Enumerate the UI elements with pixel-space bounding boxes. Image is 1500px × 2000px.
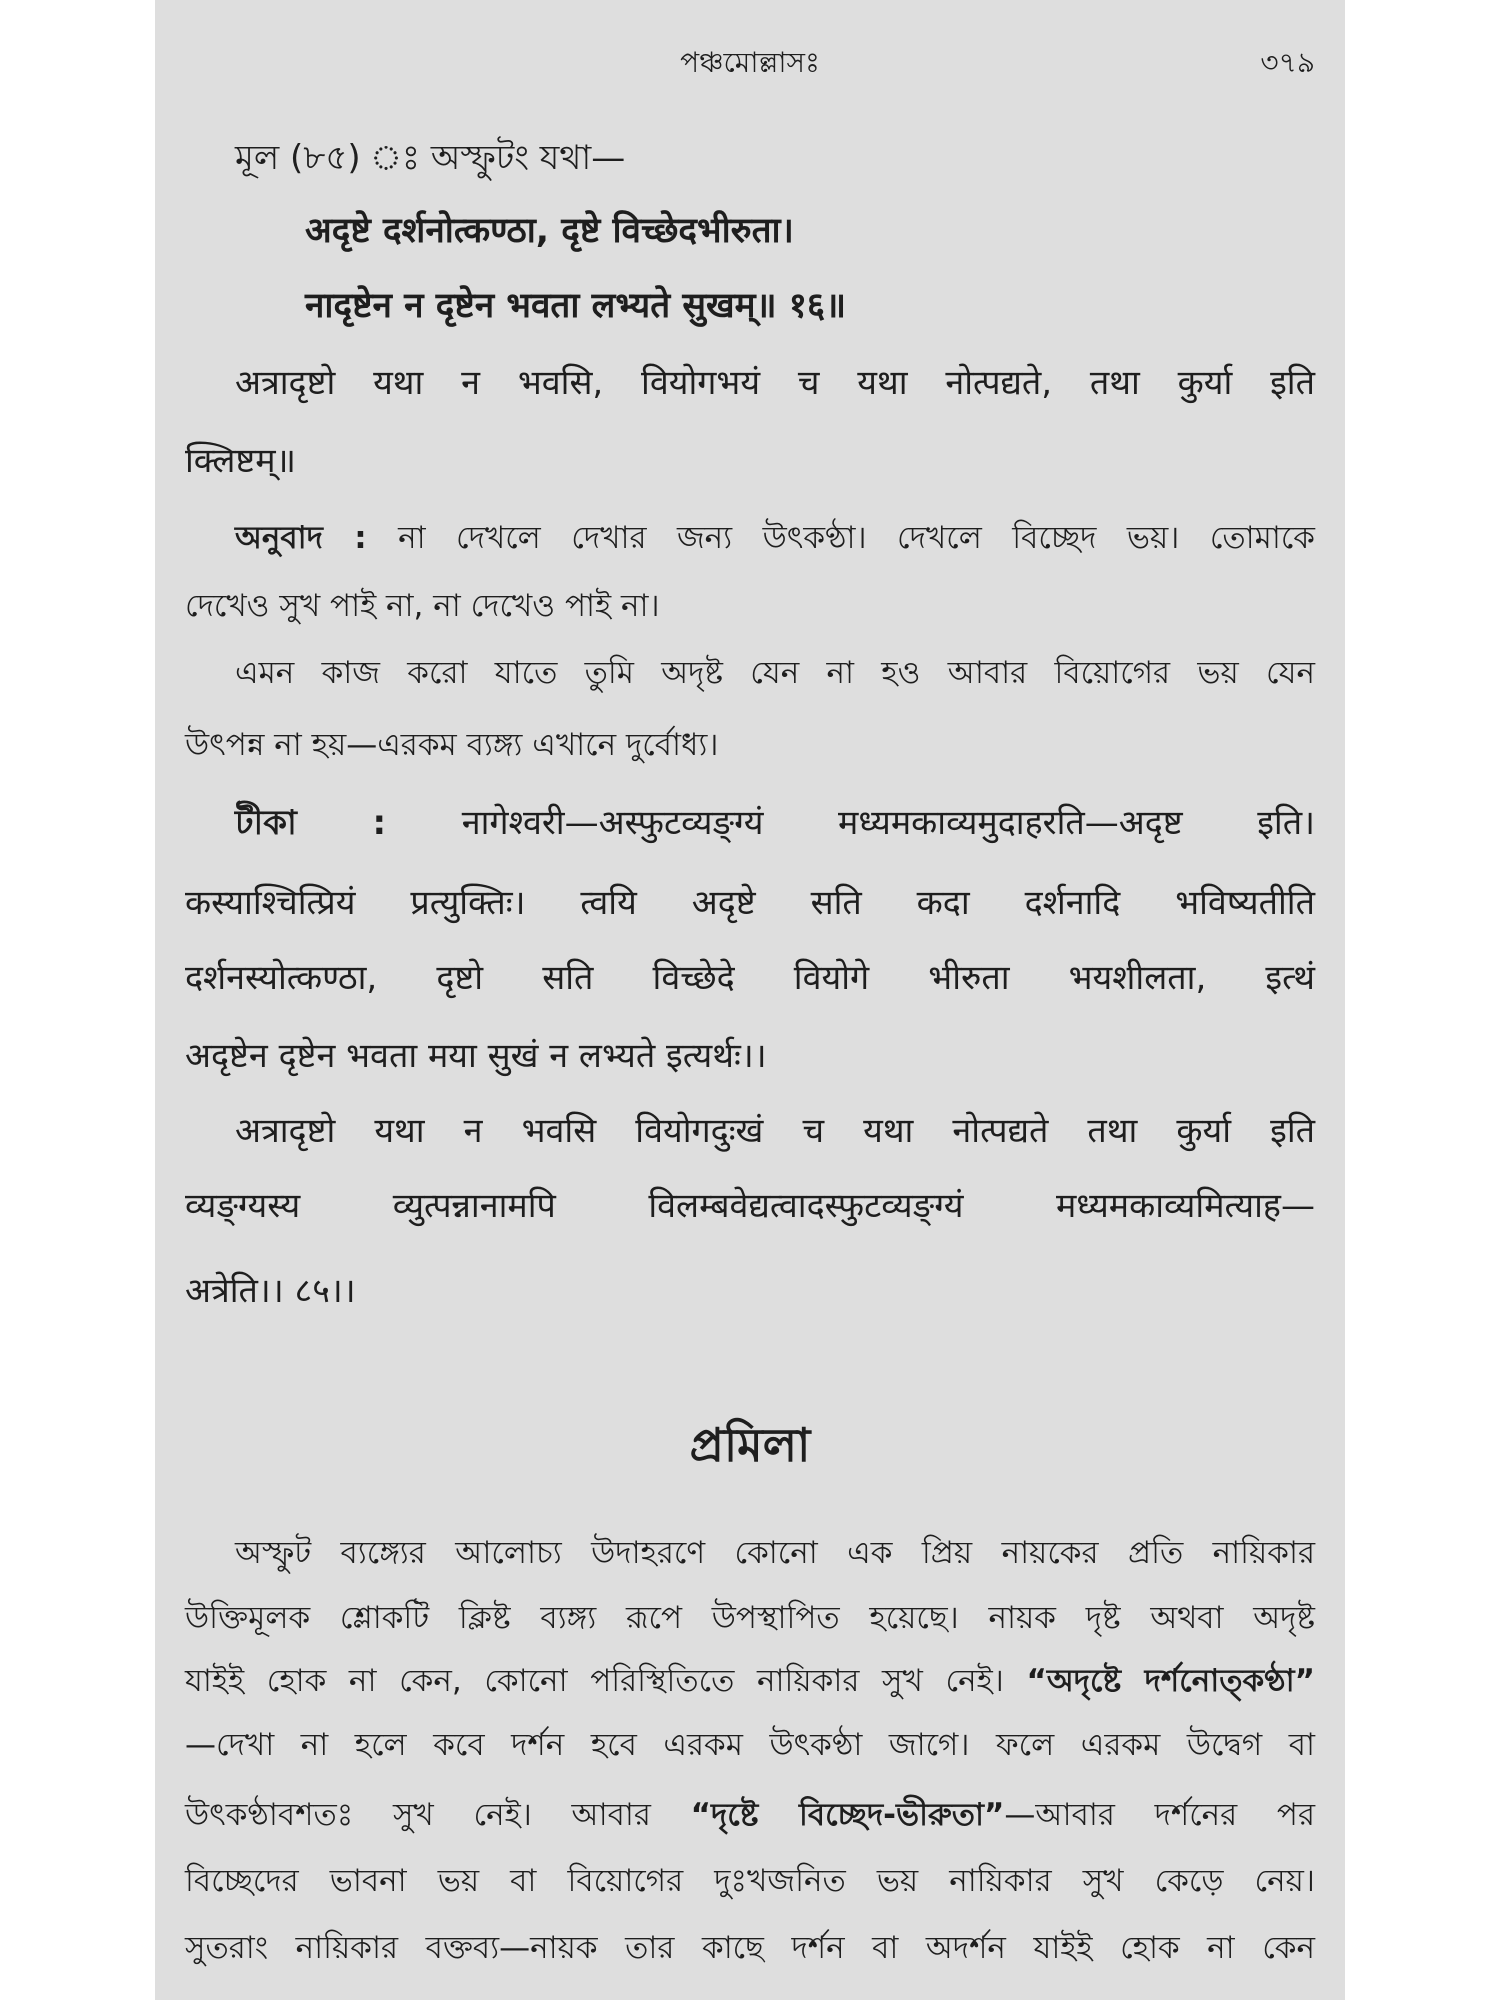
quote-adrishte: “অদৃষ্টে দর্শনোত্কণ্ঠা” (1026, 1663, 1315, 1699)
pramila-line-7: সুতরাং নায়িকার বক্তব্য—নায়ক তার কাছে দর্শন বা অদর্শন যাইই হোক না কেন (185, 1930, 1315, 1966)
tika-label: টীকা : (235, 803, 462, 843)
verse-line-1: अदृष्टे दर्शनोत्कण्ठा, दृष्टे विच्छेदभीरुता। (305, 211, 794, 251)
running-title: পঞ্চমোল্লাসঃ (680, 46, 820, 79)
anubad-label: অনুবাদ : (235, 520, 399, 556)
anubad-line-1 (235, 515, 1315, 561)
tika-line-2: कस्याश्चित्प्रियं प्रत्युक्तिः। त्वयि अदृष्टे सति कदा दर्शनादि भविष्यतीति (185, 883, 1315, 923)
book-page (155, 0, 1345, 2000)
pramila-line-3-text: যাইই হোক না কেন, কোনো পরিস্থিতিতে নায়িকার সুখ নেই। (185, 1663, 1027, 1699)
mula-intro: মূল (৮৫) ঃ অস্ফুটং যথা— (235, 138, 626, 178)
mula-comment-line-1: अत्रादृष्टो यथा न भवसि, वियोगभयं च यथा नोत्पद्यते, तथा कुर्या इति (235, 363, 1315, 403)
pramila-line-4: —দেখা না হলে কবে দর্শন হবে এরকম উৎকণ্ঠা জাগে। ফলে এরকম উদ্বেগ বা (185, 1727, 1315, 1763)
tika-line-3: दर्शनस्योत्कण्ठा, दृष्टो सति विच्छेदे वियोगे भीरुता भयशीलता, इत्थं (185, 958, 1315, 998)
pramila-line-2: উক্তিমূলক শ্লোকটি ক্লিষ্ট ব্যঙ্গ্য রূপে উপস্থাপিত হয়েছে। নায়ক দৃষ্ট অথবা অদৃষ্ট (185, 1600, 1315, 1636)
tika-line-6: व्यङ्ग्यस्य व्युत्पन्नानामपि विलम्बवेद्यत्वादस्फुटव्यङ्ग्यं मध्यमकाव्यमित्याह— (185, 1186, 1315, 1226)
pramila-line-3 (185, 1658, 1315, 1704)
tika-line-7: अत्रेति।। ८५।। (185, 1271, 356, 1311)
pramila-line-5-rest: —আবার দর্শনের পর (1004, 1797, 1315, 1833)
section-heading: প্রমিলা (689, 1418, 811, 1472)
verse-line-2: नादृष्टेन न दृष्टेन भवता लभ्यते सुखम्॥ १६॥ (305, 286, 847, 326)
pramila-line-6: বিচ্ছেদের ভাবনা ভয় বা বিয়োগের দুঃখজনিত ভয় নায়িকার সুখ কেড়ে নেয়। (185, 1863, 1315, 1899)
pramila-line-5 (185, 1792, 1315, 1838)
mula-comment-line-2: क्लिष्टम्॥ (185, 441, 296, 481)
pramila-line-5-text: উৎকণ্ঠাবশতঃ সুখ নেই। আবার (185, 1797, 691, 1833)
tika-line-4: अदृष्टेन दृष्टेन भवता मया सुखं न लभ्यते इत्यर्थः।। (185, 1036, 767, 1076)
anubad-text-1: না দেখলে দেখার জন্য উৎকণ্ঠা। দেখলে বিচ্ছেদ ভয়। তোমাকে (398, 520, 1315, 556)
tika-line-5: अत्रादृष्टो यथा न भवसि वियोगदुःखं च यथा नोत्पद्यते तथा कुर्या इति (235, 1111, 1315, 1151)
page-number: ৩৭৯ (1260, 46, 1315, 79)
anubad-line-2: দেখেও সুখ পাই না, না দেখেও পাই না। (185, 588, 660, 624)
anubad-line-4: উৎপন্ন না হয়—এরকম ব্যঙ্গ্য এখানে দুর্বোধ্য। (185, 727, 719, 763)
anubad-line-3: এমন কাজ করো যাতে তুমি অদৃষ্ট যেন না হও আবার বিয়োগের ভয় যেন (235, 655, 1315, 691)
tika-text-1: नागेश्वरी—अस्फुटव्यङ्ग्यं मध्यमकाव्यमुदाहरति—अदृष्ट इति। (461, 803, 1315, 843)
running-head (185, 38, 1315, 88)
tika-line-1 (235, 800, 1315, 846)
pramila-line-1: অস্ফুট ব্যঙ্গ্যের আলোচ্য উদাহরণে কোনো এক প্রিয় নায়কের প্রতি নায়িকার (235, 1535, 1315, 1571)
quote-drishte: “দৃষ্টে বিচ্ছেদ-ভীরুতা” (690, 1797, 1005, 1833)
